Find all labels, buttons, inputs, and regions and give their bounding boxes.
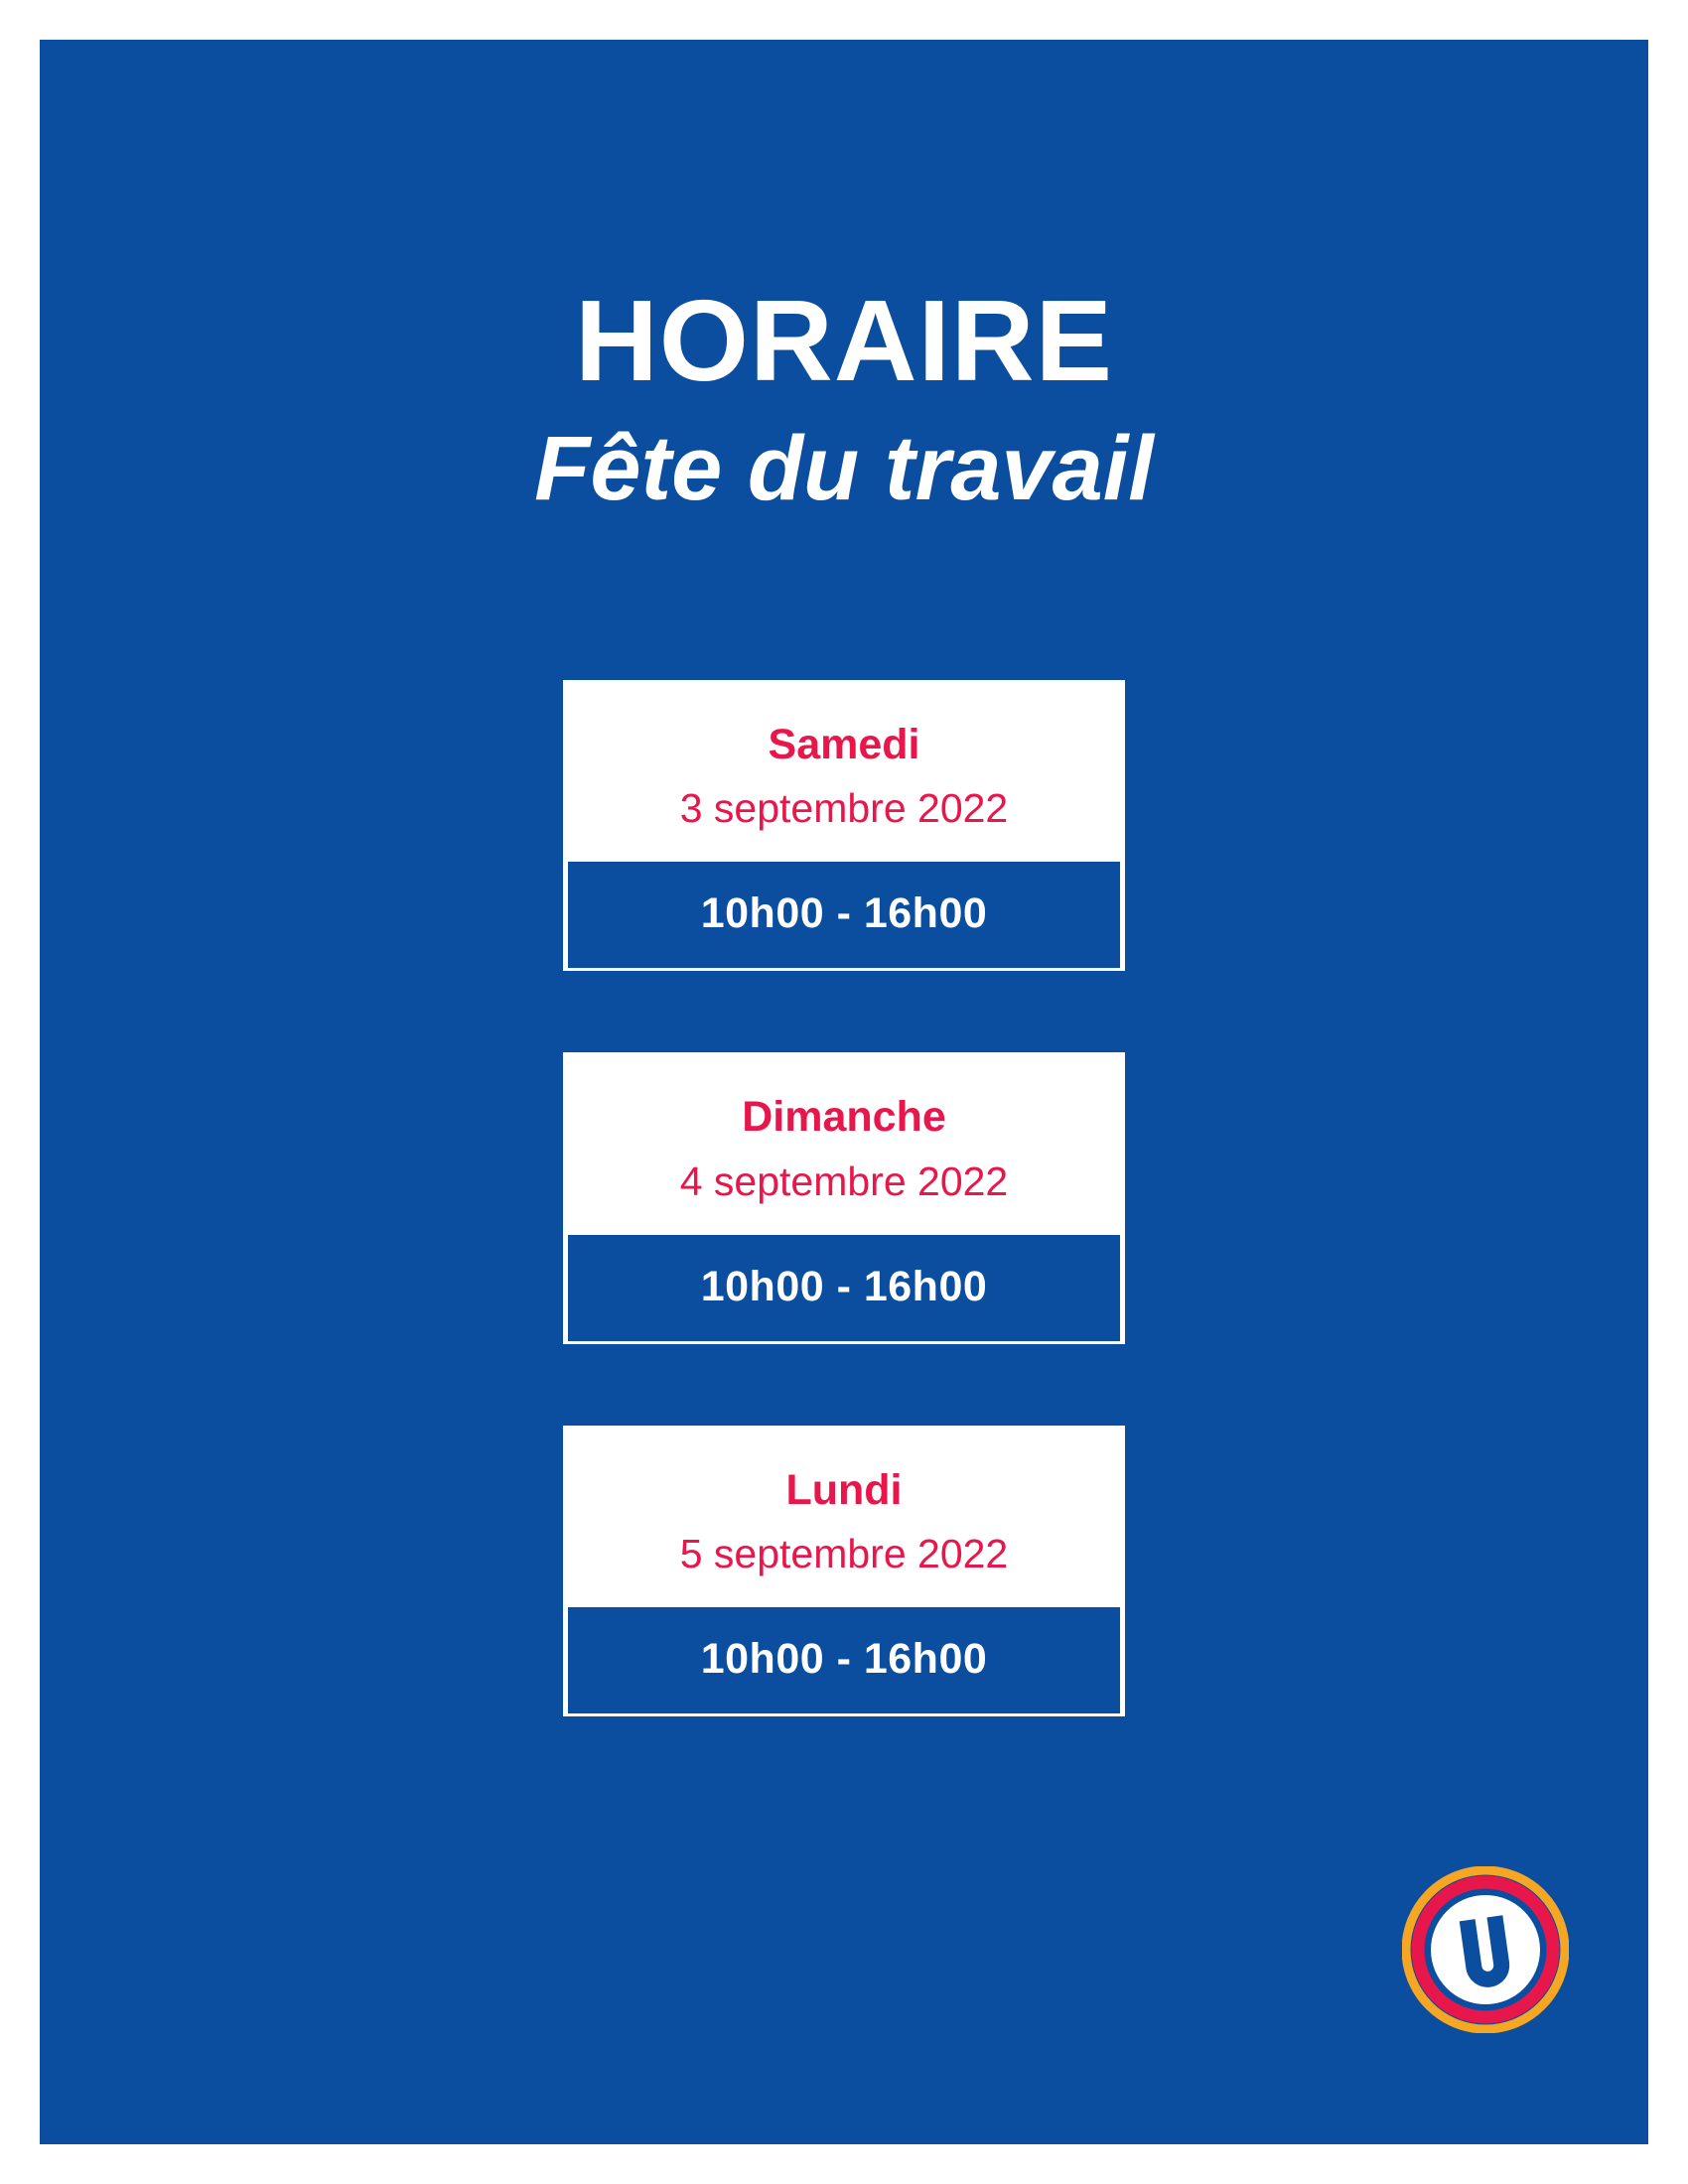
schedule-date-label: 3 septembre 2022 — [679, 785, 1009, 832]
schedule-hours-banner — [565, 859, 1123, 971]
page-subtitle: Fête du travail — [534, 418, 1154, 519]
schedule-day-label: Samedi — [768, 721, 920, 768]
schedule-hours-label: 10h00 - 16h00 — [700, 889, 988, 938]
schedule-date-label: 5 septembre 2022 — [679, 1531, 1009, 1577]
schedule-list — [40, 680, 1648, 1718]
schedule-card-header — [563, 1426, 1125, 1604]
schedule-date-label: 4 septembre 2022 — [679, 1158, 1009, 1204]
schedule-hours-banner — [565, 1232, 1123, 1344]
schedule-card — [563, 680, 1125, 971]
letter-u-logo-icon — [1402, 1866, 1569, 2033]
schedule-hours-banner — [565, 1604, 1123, 1716]
schedule-card — [563, 1426, 1125, 1716]
schedule-day-label: Dimanche — [742, 1093, 946, 1142]
schedule-card-header — [563, 1052, 1125, 1231]
schedule-hours-label: 10h00 - 16h00 — [700, 1635, 988, 1684]
page-title: HORAIRE — [575, 276, 1113, 405]
schedule-card-header — [563, 680, 1125, 859]
title-block — [40, 276, 1648, 526]
schedule-card — [563, 1052, 1125, 1343]
schedule-day-label: Lundi — [785, 1465, 903, 1514]
schedule-hours-label: 10h00 - 16h00 — [700, 1262, 988, 1310]
poster-canvas — [40, 40, 1648, 2144]
